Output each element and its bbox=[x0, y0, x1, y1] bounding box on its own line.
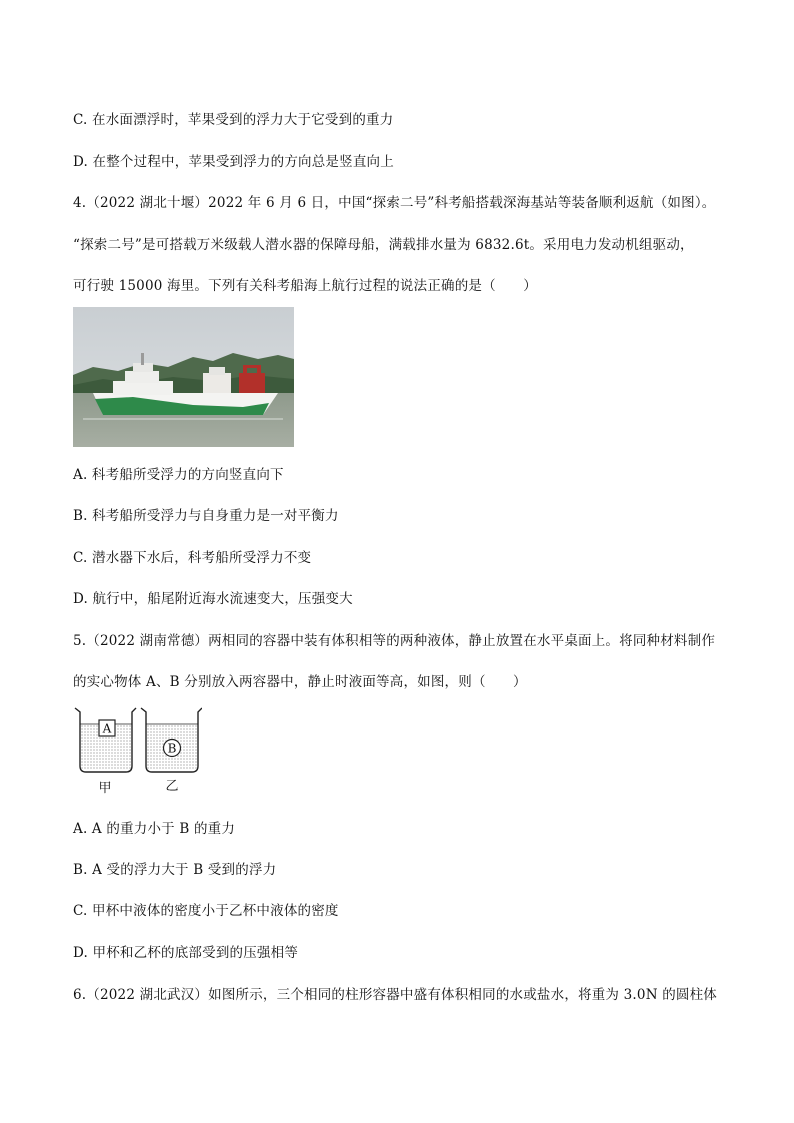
q4-stem-line1: 4.（2022 湖北十堰）2022 年 6 月 6 日，中国“探索二号”科考船搭载深海基站等装备顺利返航（如图）。 bbox=[73, 195, 716, 211]
beaker-jia-caption: 甲 bbox=[98, 781, 112, 796]
research-ship-photo bbox=[73, 307, 294, 447]
option-c-apple: C. 在水面漂浮时，苹果受到的浮力大于它受到的重力 bbox=[73, 112, 394, 128]
q5-option-b: B. A 受的浮力大于 B 受到的浮力 bbox=[73, 862, 277, 878]
q4-option-c: C. 潜水器下水后，科考船所受浮力不变 bbox=[73, 550, 312, 566]
ball-b-label: B bbox=[167, 741, 177, 756]
beaker-jia bbox=[75, 708, 136, 772]
q6-stem-line1: 6.（2022 湖北武汉）如图所示，三个相同的柱形容器中盛有体积相同的水或盐水，将重为 3.0N 的圆柱体 bbox=[73, 987, 717, 1003]
q5-stem-line1: 5.（2022 湖南常德）两相同的容器中装有体积相等的两种液体，静止放置在水平桌面上。将同种材料制作 bbox=[73, 633, 716, 649]
q5-option-c: C. 甲杯中液体的密度小于乙杯中液体的密度 bbox=[73, 903, 339, 919]
beakers-diagram bbox=[72, 704, 202, 796]
q5-option-a: A. A 的重力小于 B 的重力 bbox=[73, 821, 236, 837]
q4-stem-line2: “探索二号”是可搭载万米级载人潜水器的保障母船，满载排水量为 6832.6t。采用电力发动机组驱动， bbox=[73, 237, 694, 253]
q4-option-a: A. 科考船所受浮力的方向竖直向下 bbox=[73, 467, 284, 483]
beaker-yi-caption: 乙 bbox=[165, 779, 179, 794]
q4-option-b: B. 科考船所受浮力与自身重力是一对平衡力 bbox=[73, 508, 339, 524]
block-a-label: A bbox=[102, 721, 112, 736]
beaker-yi bbox=[141, 708, 202, 772]
option-d-apple: D. 在整个过程中，苹果受到浮力的方向总是竖直向上 bbox=[73, 154, 394, 170]
q5-option-d: D. 甲杯和乙杯的底部受到的压强相等 bbox=[73, 945, 299, 961]
q4-option-d: D. 航行中，船尾附近海水流速变大，压强变大 bbox=[73, 591, 353, 607]
q5-stem-line2: 的实心物体 A、B 分别放入两容器中，静止时液面等高，如图，则（ ） bbox=[73, 674, 527, 690]
q4-stem-line3: 可行驶 15000 海里。下列有关科考船海上航行过程的说法正确的是（ ） bbox=[73, 278, 537, 294]
